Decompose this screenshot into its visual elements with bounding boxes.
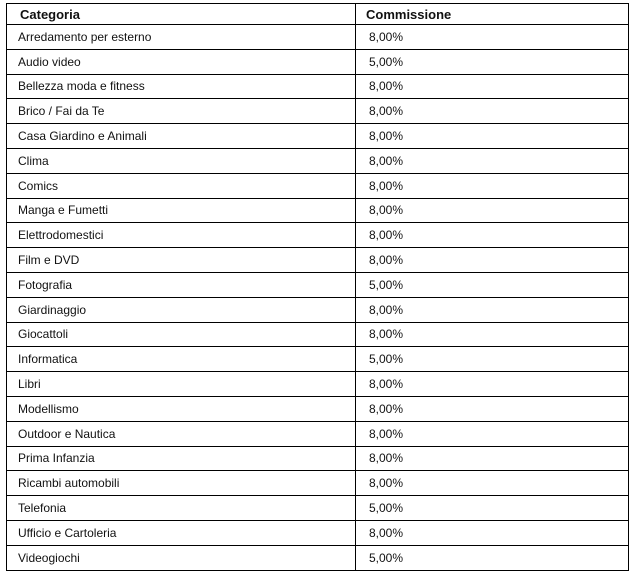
table-row: [7, 248, 629, 273]
table-row: [7, 471, 629, 496]
category-cell: Audio video: [7, 49, 356, 74]
table-row: [7, 545, 629, 570]
table-row: [7, 520, 629, 545]
commission-cell: 5,00%: [356, 347, 629, 372]
category-cell: Manga e Fumetti: [7, 198, 356, 223]
commission-cell: 8,00%: [356, 396, 629, 421]
category-cell: Film e DVD: [7, 248, 356, 273]
category-cell: Libri: [7, 372, 356, 397]
table-row: [7, 372, 629, 397]
table-row: [7, 198, 629, 223]
commission-cell: 8,00%: [356, 99, 629, 124]
category-cell: Casa Giardino e Animali: [7, 124, 356, 149]
commission-cell: 8,00%: [356, 124, 629, 149]
commission-cell: 5,00%: [356, 545, 629, 570]
category-cell: Comics: [7, 173, 356, 198]
commission-cell: 5,00%: [356, 272, 629, 297]
category-cell: Giocattoli: [7, 322, 356, 347]
table-row: [7, 49, 629, 74]
commission-cell: 8,00%: [356, 421, 629, 446]
table-row: [7, 25, 629, 50]
category-cell: Prima Infanzia: [7, 446, 356, 471]
category-cell: Arredamento per esterno: [7, 25, 356, 50]
commission-cell: 8,00%: [356, 520, 629, 545]
category-cell: Telefonia: [7, 496, 356, 521]
category-cell: Bellezza moda e fitness: [7, 74, 356, 99]
commission-cell: 8,00%: [356, 297, 629, 322]
header-row: [7, 4, 629, 25]
commission-cell: 8,00%: [356, 471, 629, 496]
table-row: [7, 74, 629, 99]
commission-cell: 8,00%: [356, 198, 629, 223]
commission-cell: 8,00%: [356, 223, 629, 248]
table-row: [7, 496, 629, 521]
table-row: [7, 297, 629, 322]
commission-cell: 8,00%: [356, 148, 629, 173]
category-cell: Clima: [7, 148, 356, 173]
table-row: [7, 396, 629, 421]
table-row: [7, 322, 629, 347]
column-header-category: Categoria: [7, 4, 356, 25]
commission-cell: 8,00%: [356, 74, 629, 99]
category-cell: Giardinaggio: [7, 297, 356, 322]
table-row: [7, 124, 629, 149]
column-header-commission: Commissione: [356, 4, 629, 25]
table-row: [7, 421, 629, 446]
commission-cell: 8,00%: [356, 322, 629, 347]
commission-cell: 8,00%: [356, 25, 629, 50]
table-body: [7, 25, 629, 571]
category-cell: Outdoor e Nautica: [7, 421, 356, 446]
table-header: [7, 4, 629, 25]
commission-table: [6, 3, 629, 571]
commission-cell: 8,00%: [356, 372, 629, 397]
table-row: [7, 446, 629, 471]
category-cell: Elettrodomestici: [7, 223, 356, 248]
category-cell: Brico / Fai da Te: [7, 99, 356, 124]
commission-cell: 5,00%: [356, 49, 629, 74]
table-row: [7, 272, 629, 297]
table-row: [7, 347, 629, 372]
category-cell: Ricambi automobili: [7, 471, 356, 496]
commission-cell: 8,00%: [356, 446, 629, 471]
commission-cell: 8,00%: [356, 173, 629, 198]
category-cell: Ufficio e Cartoleria: [7, 520, 356, 545]
commission-table-container: [6, 3, 628, 571]
table-row: [7, 148, 629, 173]
commission-cell: 5,00%: [356, 496, 629, 521]
category-cell: Fotografia: [7, 272, 356, 297]
table-row: [7, 99, 629, 124]
category-cell: Informatica: [7, 347, 356, 372]
category-cell: Videogiochi: [7, 545, 356, 570]
table-row: [7, 223, 629, 248]
commission-cell: 8,00%: [356, 248, 629, 273]
table-row: [7, 173, 629, 198]
category-cell: Modellismo: [7, 396, 356, 421]
